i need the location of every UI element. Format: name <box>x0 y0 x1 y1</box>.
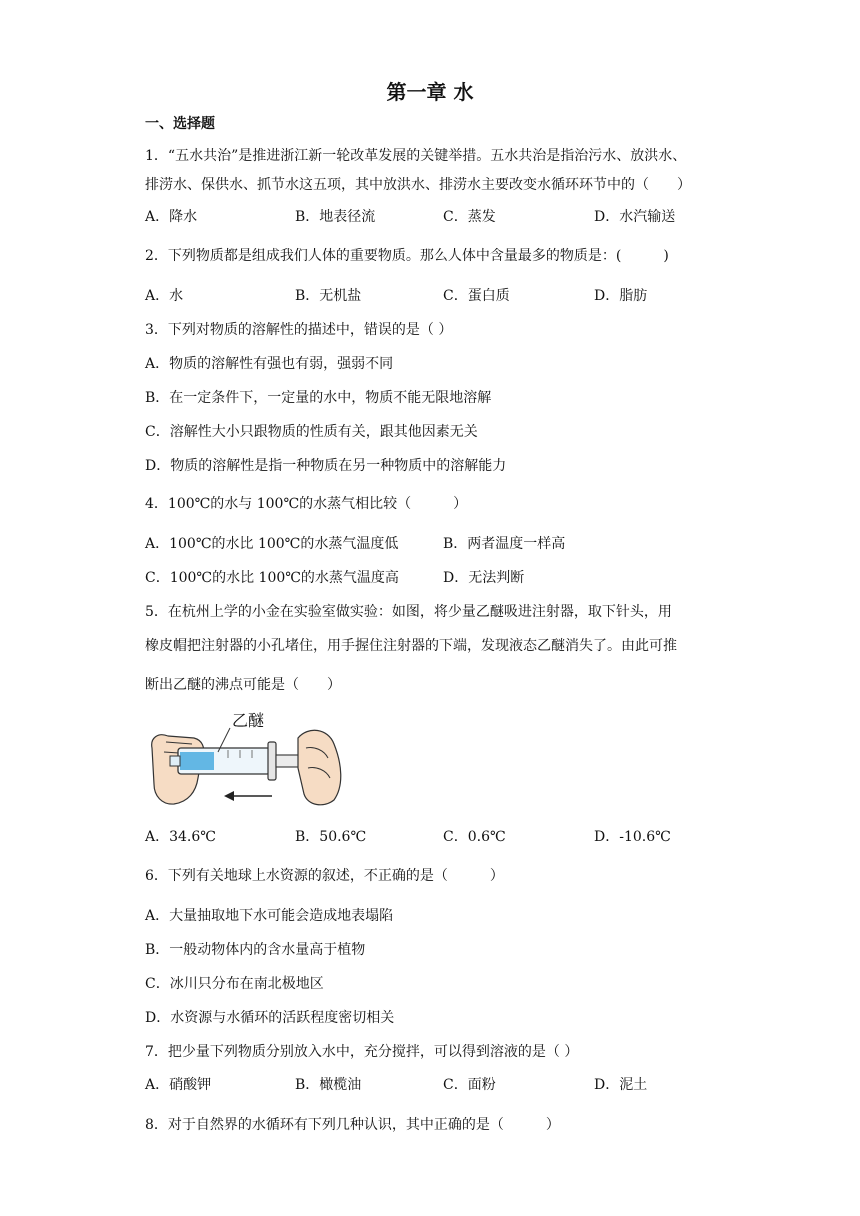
question-7-option-a: A．硝酸钾 <box>145 1077 212 1093</box>
question-4-option-c: C．100℃的水比 100℃的水蒸气温度高 <box>145 570 399 586</box>
question-1-option-b: B．地表径流 <box>295 209 376 225</box>
question-5-line-3: 断出乙醚的沸点可能是（ ） <box>145 677 341 693</box>
question-2-option-d: D．脂肪 <box>594 288 648 304</box>
question-2-line-1: 2．下列物质都是组成我们人体的重要物质。那么人体中含量最多的物质是：( ) <box>145 248 669 264</box>
question-8-line-1: 8．对于自然界的水循环有下列几种认识，其中正确的是（ ） <box>145 1117 560 1133</box>
question-5-option-a: A．34.6℃ <box>145 829 216 845</box>
question-3-option-b: B．在一定条件下，一定量的水中，物质不能无限地溶解 <box>145 390 492 406</box>
question-1-option-a: A．降水 <box>145 209 198 225</box>
question-4-option-d: D．无法判断 <box>443 570 525 586</box>
question-3-option-a: A．物质的溶解性有强也有弱，强弱不同 <box>145 356 394 372</box>
question-6-option-a: A．大量抽取地下水可能会造成地表塌陷 <box>145 908 394 924</box>
question-7-line-1: 7．把少量下列物质分别放入水中，充分搅拌，可以得到溶液的是（ ） <box>145 1044 579 1060</box>
question-6-option-c: C．冰川只分布在南北极地区 <box>145 976 324 992</box>
question-2-option-a: A．水 <box>145 288 184 304</box>
question-1-line-2: 排涝水、保供水、抓节水这五项，其中放洪水、排涝水主要改变水循环环节中的（ ） <box>145 177 691 193</box>
question-6-line-1: 6．下列有关地球上水资源的叙述，不正确的是（ ） <box>145 868 504 884</box>
question-1-option-d: D．水汽输送 <box>594 209 676 225</box>
question-5-option-b: B．50.6℃ <box>295 829 367 845</box>
syringe-figure <box>148 708 348 808</box>
question-4-line-1: 4．100℃的水与 100℃的水蒸气相比较（ ） <box>145 496 468 512</box>
question-7-option-c: C．面粉 <box>443 1077 496 1093</box>
section-heading: 一、选择题 <box>145 116 215 132</box>
page-title: 第一章 水 <box>386 80 474 104</box>
question-4-option-b: B．两者温度一样高 <box>443 536 566 552</box>
figure-label-ether: 乙醚 <box>232 711 265 730</box>
question-5-option-d: D．-10.6℃ <box>594 829 671 845</box>
question-7-option-b: B．橄榄油 <box>295 1077 362 1093</box>
question-2-option-c: C．蛋白质 <box>443 288 510 304</box>
question-1-option-c: C．蒸发 <box>443 209 496 225</box>
question-3-line-1: 3．下列对物质的溶解性的描述中，错误的是（ ） <box>145 322 453 338</box>
question-5-option-c: C．0.6℃ <box>443 829 506 845</box>
question-5-line-2: 橡皮帽把注射器的小孔堵住，用手握住注射器的下端，发现液态乙醚消失了。由此可推 <box>145 638 677 654</box>
question-2-option-b: B．无机盐 <box>295 288 362 304</box>
question-7-option-d: D．泥土 <box>594 1077 648 1093</box>
question-5-line-1: 5．在杭州上学的小金在实验室做实验：如图，将少量乙醚吸进注射器，取下针头，用 <box>145 604 672 620</box>
question-1-line-1: 1．“五水共治”是推进浙江新一轮改革发展的关键举措。五水共治是指治污水、放洪水、 <box>145 148 687 164</box>
question-3-option-c: C．溶解性大小只跟物质的性质有关，跟其他因素无关 <box>145 424 478 440</box>
question-6-option-b: B．一般动物体内的含水量高于植物 <box>145 942 366 958</box>
question-4-option-a: A．100℃的水比 100℃的水蒸气温度低 <box>145 536 399 552</box>
question-6-option-d: D．水资源与水循环的活跃程度密切相关 <box>145 1010 395 1026</box>
question-3-option-d: D．物质的溶解性是指一种物质在另一种物质中的溶解能力 <box>145 458 507 474</box>
